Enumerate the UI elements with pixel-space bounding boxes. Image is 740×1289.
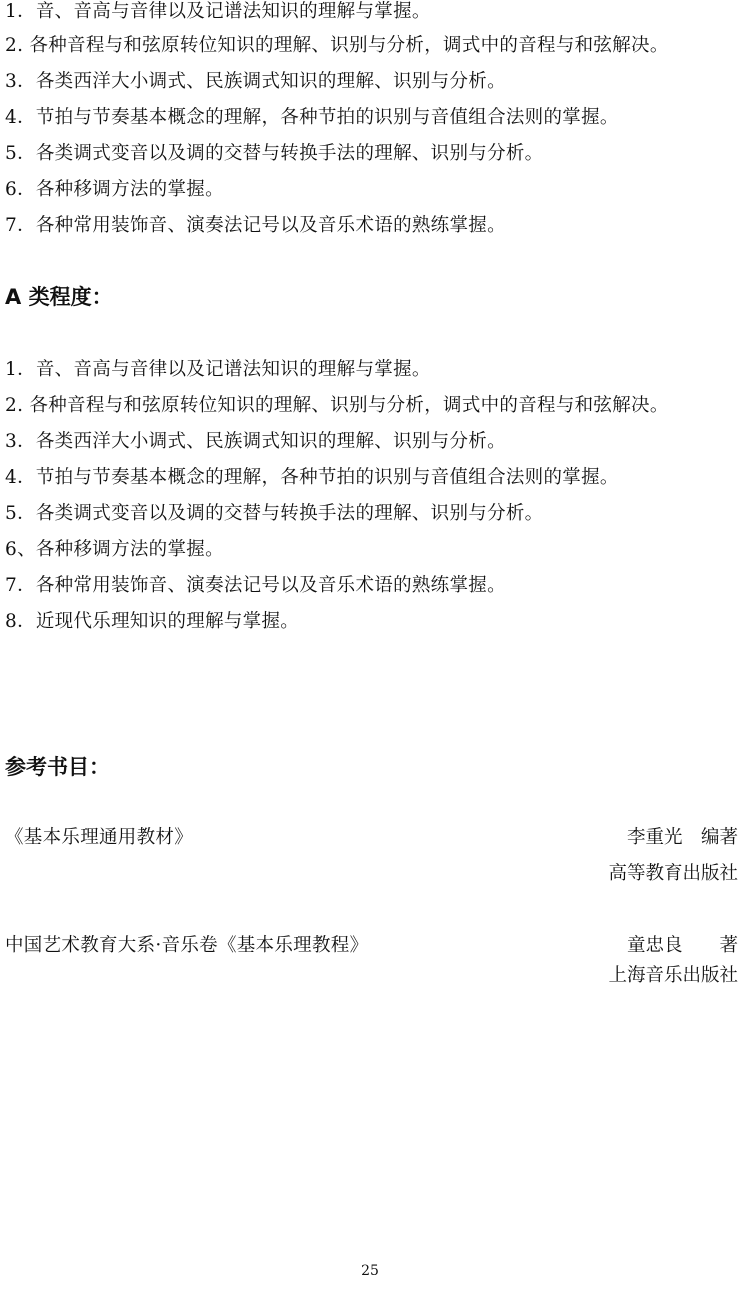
list-item: 5．各类调式变音以及调的交替与转换手法的理解、识别与分析。 — [5, 143, 544, 164]
list-item: 4．节拍与节奏基本概念的理解，各种节拍的识别与音值组合法则的掌握。 — [5, 107, 619, 128]
references-heading: 参考书目： — [5, 755, 110, 779]
list-item: 4．节拍与节奏基本概念的理解，各种节拍的识别与音值组合法则的掌握。 — [5, 467, 619, 488]
list-item: 2. 各种音程与和弦原转位知识的理解、识别与分析，调式中的音程与和弦解决。 — [5, 395, 669, 416]
list-item: 7．各种常用装饰音、演奏法记号以及音乐术语的熟练掌握。 — [5, 575, 506, 596]
book-publisher: 高等教育出版社 — [608, 863, 738, 884]
list-item: 1．音、音高与音律以及记谱法知识的理解与掌握。 — [5, 359, 431, 380]
book-publisher: 上海音乐出版社 — [608, 965, 738, 986]
book-author: 李重光 编著 — [626, 827, 738, 848]
section-a-heading: A 类程度： — [5, 285, 113, 309]
list-item: 3．各类西洋大小调式、民族调式知识的理解、识别与分析。 — [5, 431, 506, 452]
list-item: 6、各种移调方法的掌握。 — [5, 539, 224, 560]
list-item: 5．各类调式变音以及调的交替与转换手法的理解、识别与分析。 — [5, 503, 544, 524]
list-item: 6．各种移调方法的掌握。 — [5, 179, 224, 200]
list-item: 1．音、音高与音律以及记谱法知识的理解与掌握。 — [5, 1, 431, 22]
book-author: 童忠良 著 — [626, 935, 738, 956]
list-item: 7．各种常用装饰音、演奏法记号以及音乐术语的熟练掌握。 — [5, 215, 506, 236]
book-title: 《基本乐理通用教材》 — [5, 827, 194, 848]
list-item: 8．近现代乐理知识的理解与掌握。 — [5, 611, 300, 632]
list-item: 3．各类西洋大小调式、民族调式知识的理解、识别与分析。 — [5, 71, 506, 92]
book-title: 中国艺术教育大系·音乐卷《基本乐理教程》 — [5, 935, 369, 956]
list-item: 2. 各种音程与和弦原转位知识的理解、识别与分析，调式中的音程与和弦解决。 — [5, 35, 669, 56]
page-number: 25 — [361, 1263, 379, 1279]
